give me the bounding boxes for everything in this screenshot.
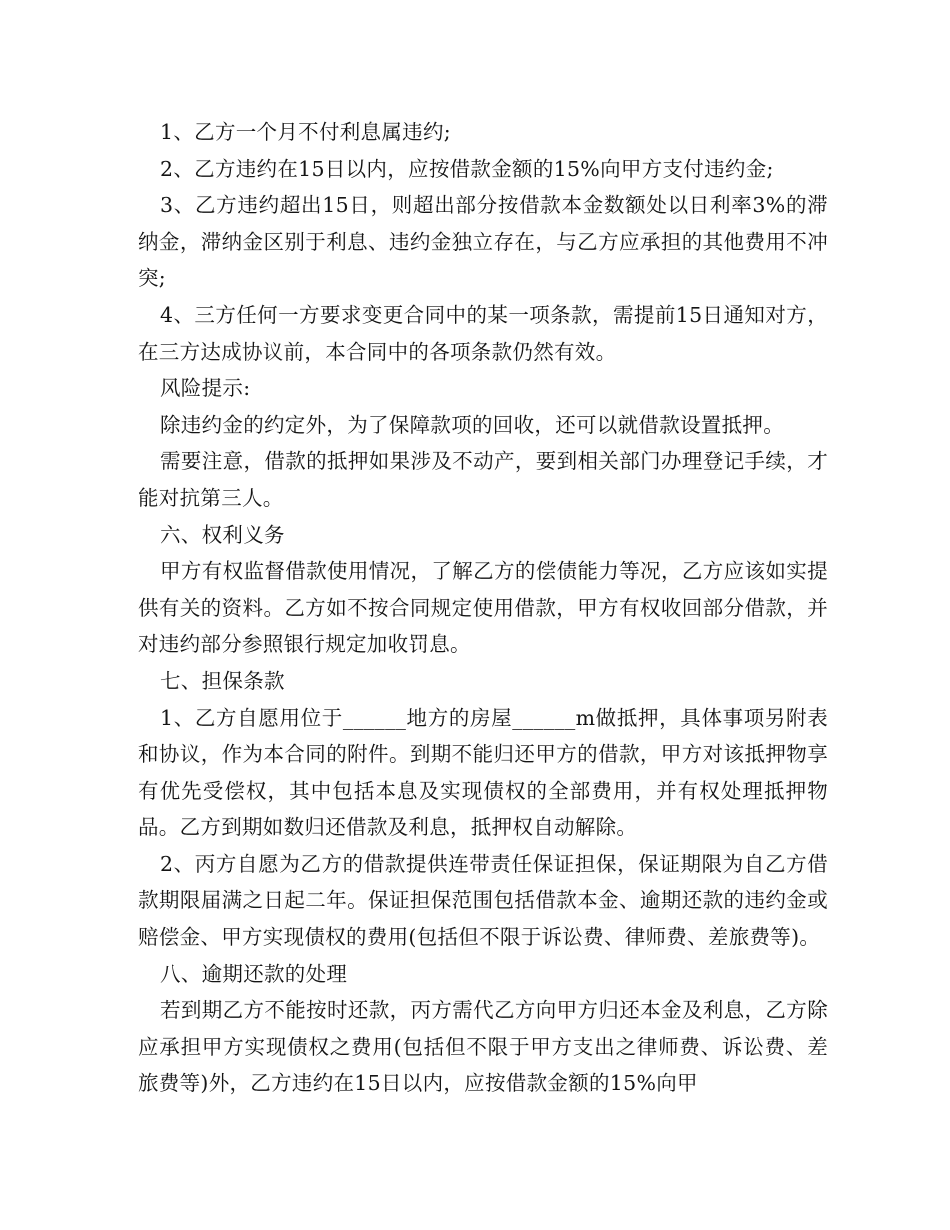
section-heading-rights-obligations: 六、权利义务 (160, 522, 285, 547)
overdue-handling-text: 若到期乙方不能按时还款，丙方需代乙方向甲方归还本金及利息，乙方除应承担甲方实现债权之费用(包括但不限于甲方支出之律师费、诉讼费、差旅费等)外，乙方违约在15日以内，应按借款金额的15%向甲 (138, 998, 828, 1096)
risk-notice-registration: 需要注意，借款的抵押如果涉及不动产，要到相关部门办理登记手续，才能对抗第三人。 (138, 449, 828, 510)
rights-obligations-text: 甲方有权监督借款使用情况，了解乙方的偿债能力等况，乙方应该如实提供有关的资料。乙方如不按合同规定使用借款，甲方有权收回部分借款，并对违约部分参照银行规定加收罚息。 (138, 559, 828, 657)
clause-contract-modification: 4、三方任何一方要求变更合同中的某一项条款，需提前15日通知对方，在三方达成协议前，本合同中的各项条款仍然有效。 (138, 302, 828, 364)
document-body (138, 114, 828, 1102)
guarantee-clause-mortgage: 1、乙方自愿用位于______地方的房屋______m做抵押，具体事项另附表和协议，作为本合同的附件。到期不能归还甲方的借款，甲方对该抵押物享有优先受偿权，其中包括本息及实现债权的全部费用，并有权处理抵押物品。乙方到期如数归还借款及利息，抵押权自动解除。 (138, 705, 828, 840)
risk-notice-heading: 风险提示: (160, 376, 251, 401)
section-heading-overdue: 八、逾期还款的处理 (160, 961, 348, 986)
clause-late-interest-breach: 1、乙方一个月不付利息属违约; (160, 120, 451, 144)
clause-breach-within-15-days: 2、乙方违约在15日以内，应按借款金额的15%向甲方支付违约金; (160, 156, 774, 181)
guarantee-clause-surety: 2、丙方自愿为乙方的借款提供连带责任保证担保，保证期限为自乙方借款期限届满之日起二年。保证担保范围包括借款本金、逾期还款的违约金或赔偿金、甲方实现债权的费用(包括但不限于诉讼费、律师费、差旅费等)。 (138, 851, 828, 950)
risk-notice-mortgage: 除违约金的约定外，为了保障款项的回收，还可以就借款设置抵押。 (160, 412, 784, 437)
section-heading-guarantee: 七、担保条款 (160, 668, 285, 693)
clause-breach-over-15-days: 3、乙方违约超出15日，则超出部分按借款本金数额处以日利率3%的滞纳金，滞纳金区别于利息、违约金独立存在，与乙方应承担的其他费用不冲突; (138, 193, 828, 291)
